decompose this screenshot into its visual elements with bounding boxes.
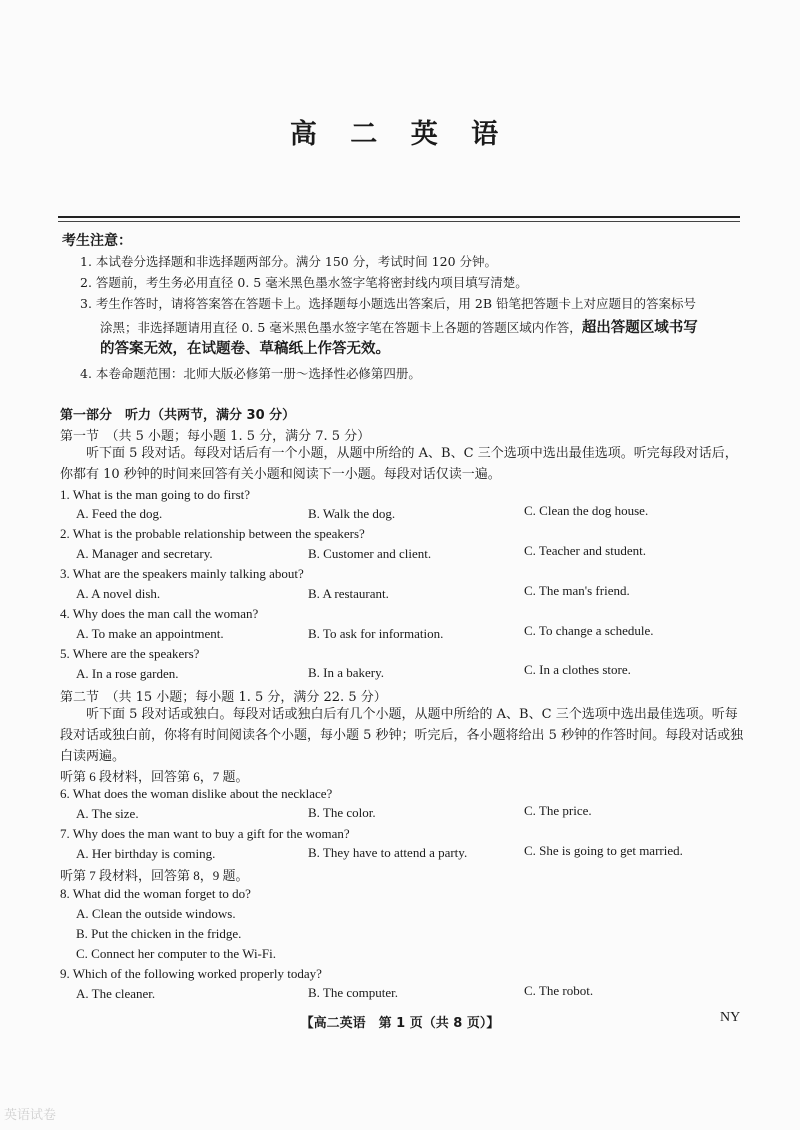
q2-option-a: A. Manager and secretary. — [76, 546, 213, 561]
page-footer: 【高二英语 第 1 页（共 8 页）】 — [300, 1016, 500, 1031]
q1-option-b: B. Walk the dog. — [308, 506, 396, 521]
q2-option-b: B. Customer and client. — [308, 546, 432, 561]
question-2: 2. What is the probable relationship between the speakers? — [60, 526, 365, 541]
q1-option-a: A. Feed the dog. — [76, 506, 163, 521]
q1-option-c: C. Clean the dog house. — [524, 503, 649, 518]
question-6: 6. What does the woman dislike about the necklace? — [60, 786, 333, 801]
watermark: 英语试卷 — [4, 1108, 57, 1123]
notice-item-1: 1. 本试卷分选择题和非选择题两部分。满分 150 分，考试时间 120 分钟。 — [80, 254, 498, 269]
question-7: 7. Why does the man want to buy a gift for the woman? — [60, 826, 350, 841]
q6-option-b: B. The color. — [308, 805, 376, 820]
q5-option-a: A. In a rose garden. — [76, 666, 179, 681]
q6-option-a: A. The size. — [76, 806, 139, 821]
q4-option-b: B. To ask for information. — [308, 626, 444, 641]
q4-option-a: A. To make an appointment. — [76, 626, 224, 641]
question-1: 1. What is the man going to do first? — [60, 487, 251, 502]
header-rule — [58, 216, 740, 218]
q9-option-a: A. The cleaner. — [76, 986, 156, 1001]
notice-heading: 考生注意： — [62, 233, 132, 249]
q7-option-a: A. Her birthday is coming. — [76, 846, 216, 861]
section1-title: 第一节 （共 5 小题；每小题 1. 5 分，满分 7. 5 分） — [60, 429, 371, 444]
q8-option-c: C. Connect her computer to the Wi-Fi. — [76, 946, 276, 961]
q7-option-b: B. They have to attend a party. — [308, 845, 468, 860]
q8-option-a: A. Clean the outside windows. — [76, 906, 236, 921]
notice-warning-1: 超出答题区域书写 — [581, 320, 698, 336]
notice-warning-2: 的答案无效，在试题卷、草稿纸上作答无效。 — [100, 341, 390, 357]
section2-instructions: 听下面 5 段对话或独白。每段对话或独白后有几个小题，从题中所给的 A、B、C 三个选项中选出最佳选项。听每段对话或独白前，你将有时间阅读各个小题，每小题 5 秒钟；听完后，各小题将给出 5 秒钟的作答时间。每段对话或独白读两遍。 — [60, 707, 744, 764]
question-9: 9. Which of the following worked properly today? — [60, 966, 322, 981]
page-title: 高 二 英 语 — [289, 119, 511, 150]
notice-item-3-line1: 3. 考生作答时，请将答案答在答题卡上。选择题每小题选出答案后，用 2B 铅笔把答题卡上对应题目的答案标号 — [80, 296, 696, 311]
notice-item-3-text: 涂黑；非选择题请用直径 0. 5 毫米黑色墨水签字笔在答题卡上各题的答题区域内作答， — [100, 320, 582, 335]
notice-item-3-line2 — [100, 316, 698, 337]
notice-item-3-line3 — [100, 337, 390, 358]
notice-item-4: 4. 本卷命题范围：北师大版必修第一册～选择性必修第四册。 — [80, 366, 421, 381]
q2-option-c: C. Teacher and student. — [524, 543, 646, 558]
q8-option-b: B. Put the chicken in the fridge. — [76, 926, 242, 941]
q5-option-c: C. In a clothes store. — [524, 662, 631, 677]
section1-instructions: 听下面 5 段对话。每段对话后有一个小题，从题中所给的 A、B、C 三个选项中选出最佳选项。听完每段对话后，你都有 10 秒钟的时间来回答有关小题和阅读下一小题。每段对话仅读一遍。 — [60, 446, 738, 482]
notice-item-2: 2. 答题前，考生务必用直径 0. 5 毫米黑色墨水签字笔将密封线内项目填写清楚。 — [80, 275, 528, 290]
q9-option-b: B. The computer. — [308, 985, 399, 1000]
q7-option-c: C. She is going to get married. — [524, 843, 683, 858]
q3-option-b: B. A restaurant. — [308, 586, 389, 601]
question-8: 8. What did the woman forget to do? — [60, 886, 251, 901]
question-4: 4. Why does the man call the woman? — [60, 606, 259, 621]
q4-option-c: C. To change a schedule. — [524, 623, 654, 638]
question-5: 5. Where are the speakers? — [60, 646, 200, 661]
q3-option-a: A. A novel dish. — [76, 586, 161, 601]
q6-option-c: C. The price. — [524, 803, 592, 818]
section2-title: 第二节 （共 15 小题；每小题 1. 5 分，满分 22. 5 分） — [60, 690, 387, 705]
q9-option-c: C. The robot. — [524, 983, 594, 998]
question-3: 3. What are the speakers mainly talking about? — [60, 566, 304, 581]
header-rule-thin — [58, 221, 740, 222]
q5-option-b: B. In a bakery. — [308, 665, 385, 680]
material-7-note: 听第 7 段材料，回答第 8，9 题。 — [60, 868, 249, 883]
material-6-note: 听第 6 段材料，回答第 6，7 题。 — [60, 769, 249, 784]
q3-option-c: C. The man's friend. — [524, 583, 630, 598]
part1-title: 第一部分 听力（共两节，满分 30 分） — [60, 408, 296, 423]
footer-code: NY — [720, 1010, 741, 1025]
